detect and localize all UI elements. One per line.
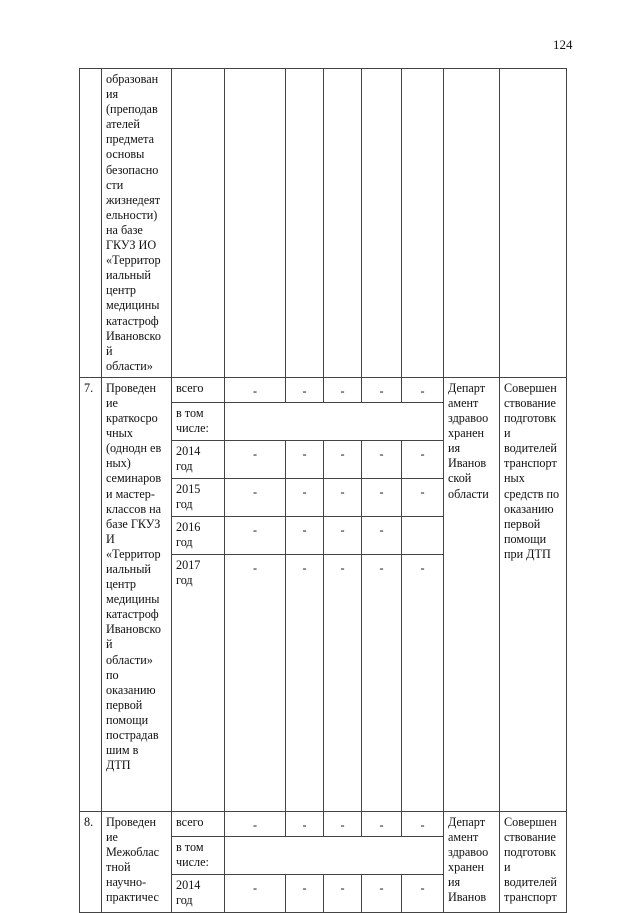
funding-value: - [225, 440, 286, 478]
funding-value: - [324, 811, 362, 836]
funding-period-label: в том числе: [172, 837, 225, 875]
funding-value: - [324, 875, 362, 913]
funding-value: - [362, 478, 402, 516]
table-row [80, 811, 567, 836]
empty-cell [444, 69, 500, 378]
funding-value: - [286, 478, 324, 516]
funding-period-label: 2016 год [172, 516, 225, 554]
funding-value: - [286, 875, 324, 913]
funding-value: - [402, 478, 444, 516]
funding-value: - [225, 377, 286, 402]
empty-cell [402, 69, 444, 378]
program-table [79, 68, 567, 913]
funding-value: - [402, 811, 444, 836]
activity-name: образован ия (преподав ателей предмета основы безопасно сти жизнедеят ельности) на базе ГКУЗ ИО «Территор иальный центр медицины катастроф Ивановско й области» [102, 69, 172, 378]
funding-value: - [225, 811, 286, 836]
funding-value: - [324, 516, 362, 554]
funding-period-label: 2014 год [172, 440, 225, 478]
funding-value: - [362, 554, 402, 811]
funding-value: - [402, 377, 444, 402]
funding-value: - [402, 440, 444, 478]
funding-value: - [362, 377, 402, 402]
funding-value: - [286, 811, 324, 836]
funding-value: - [324, 377, 362, 402]
row-number [80, 69, 102, 378]
funding-value: - [324, 478, 362, 516]
funding-period-label: всего [172, 811, 225, 836]
funding-period-label: в том числе: [172, 402, 225, 440]
funding-value: - [225, 516, 286, 554]
activity-name: Проведен ие Межоблас тной научно- практичес [102, 811, 172, 912]
funding-value: - [362, 875, 402, 913]
funding-value: - [362, 516, 402, 554]
funding-value: - [286, 377, 324, 402]
funding-period-label: 2017 год [172, 554, 225, 811]
row-number: 7. [80, 377, 102, 811]
empty-cell [225, 402, 444, 440]
funding-value: - [324, 554, 362, 811]
empty-cell [172, 69, 225, 378]
empty-cell [324, 69, 362, 378]
table-row [80, 69, 567, 378]
funding-period-label: 2014 год [172, 875, 225, 913]
funding-value: - [402, 554, 444, 811]
funding-value: - [225, 478, 286, 516]
funding-value: - [362, 440, 402, 478]
activity-name: Проведен ие краткосро чных (однодн ев ных) семинаров и мастер- классов на базе ГКУЗ И «Территор иальный центр медицины катастроф Ивановско й области» по оказанию первой помощи пострадав шим в ДТП [102, 377, 172, 811]
funding-value: - [286, 554, 324, 811]
funding-value: - [286, 516, 324, 554]
funding-value: - [324, 440, 362, 478]
funding-value: - [225, 875, 286, 913]
empty-cell [362, 69, 402, 378]
expected-result: Совершен ствование подготовк и водителей транспорт [500, 811, 567, 912]
expected-result: Совершен ствование подготовк и водителей транспорт ных средств по оказанию первой помощи при ДТП [500, 377, 567, 811]
executor: Департ амент здравоо хранен ия Иванов ской области [444, 377, 500, 811]
funding-value [402, 516, 444, 554]
row-number: 8. [80, 811, 102, 912]
empty-cell [225, 837, 444, 875]
funding-value: - [225, 554, 286, 811]
funding-value: - [402, 875, 444, 913]
funding-period-label: 2015 год [172, 478, 225, 516]
empty-cell [225, 69, 286, 378]
empty-cell [500, 69, 567, 378]
empty-cell [286, 69, 324, 378]
page-number: 124 [553, 37, 573, 52]
table-row [80, 377, 567, 402]
funding-value: - [286, 440, 324, 478]
executor: Департ амент здравоо хранен ия Иванов [444, 811, 500, 912]
funding-value: - [362, 811, 402, 836]
funding-period-label: всего [172, 377, 225, 402]
